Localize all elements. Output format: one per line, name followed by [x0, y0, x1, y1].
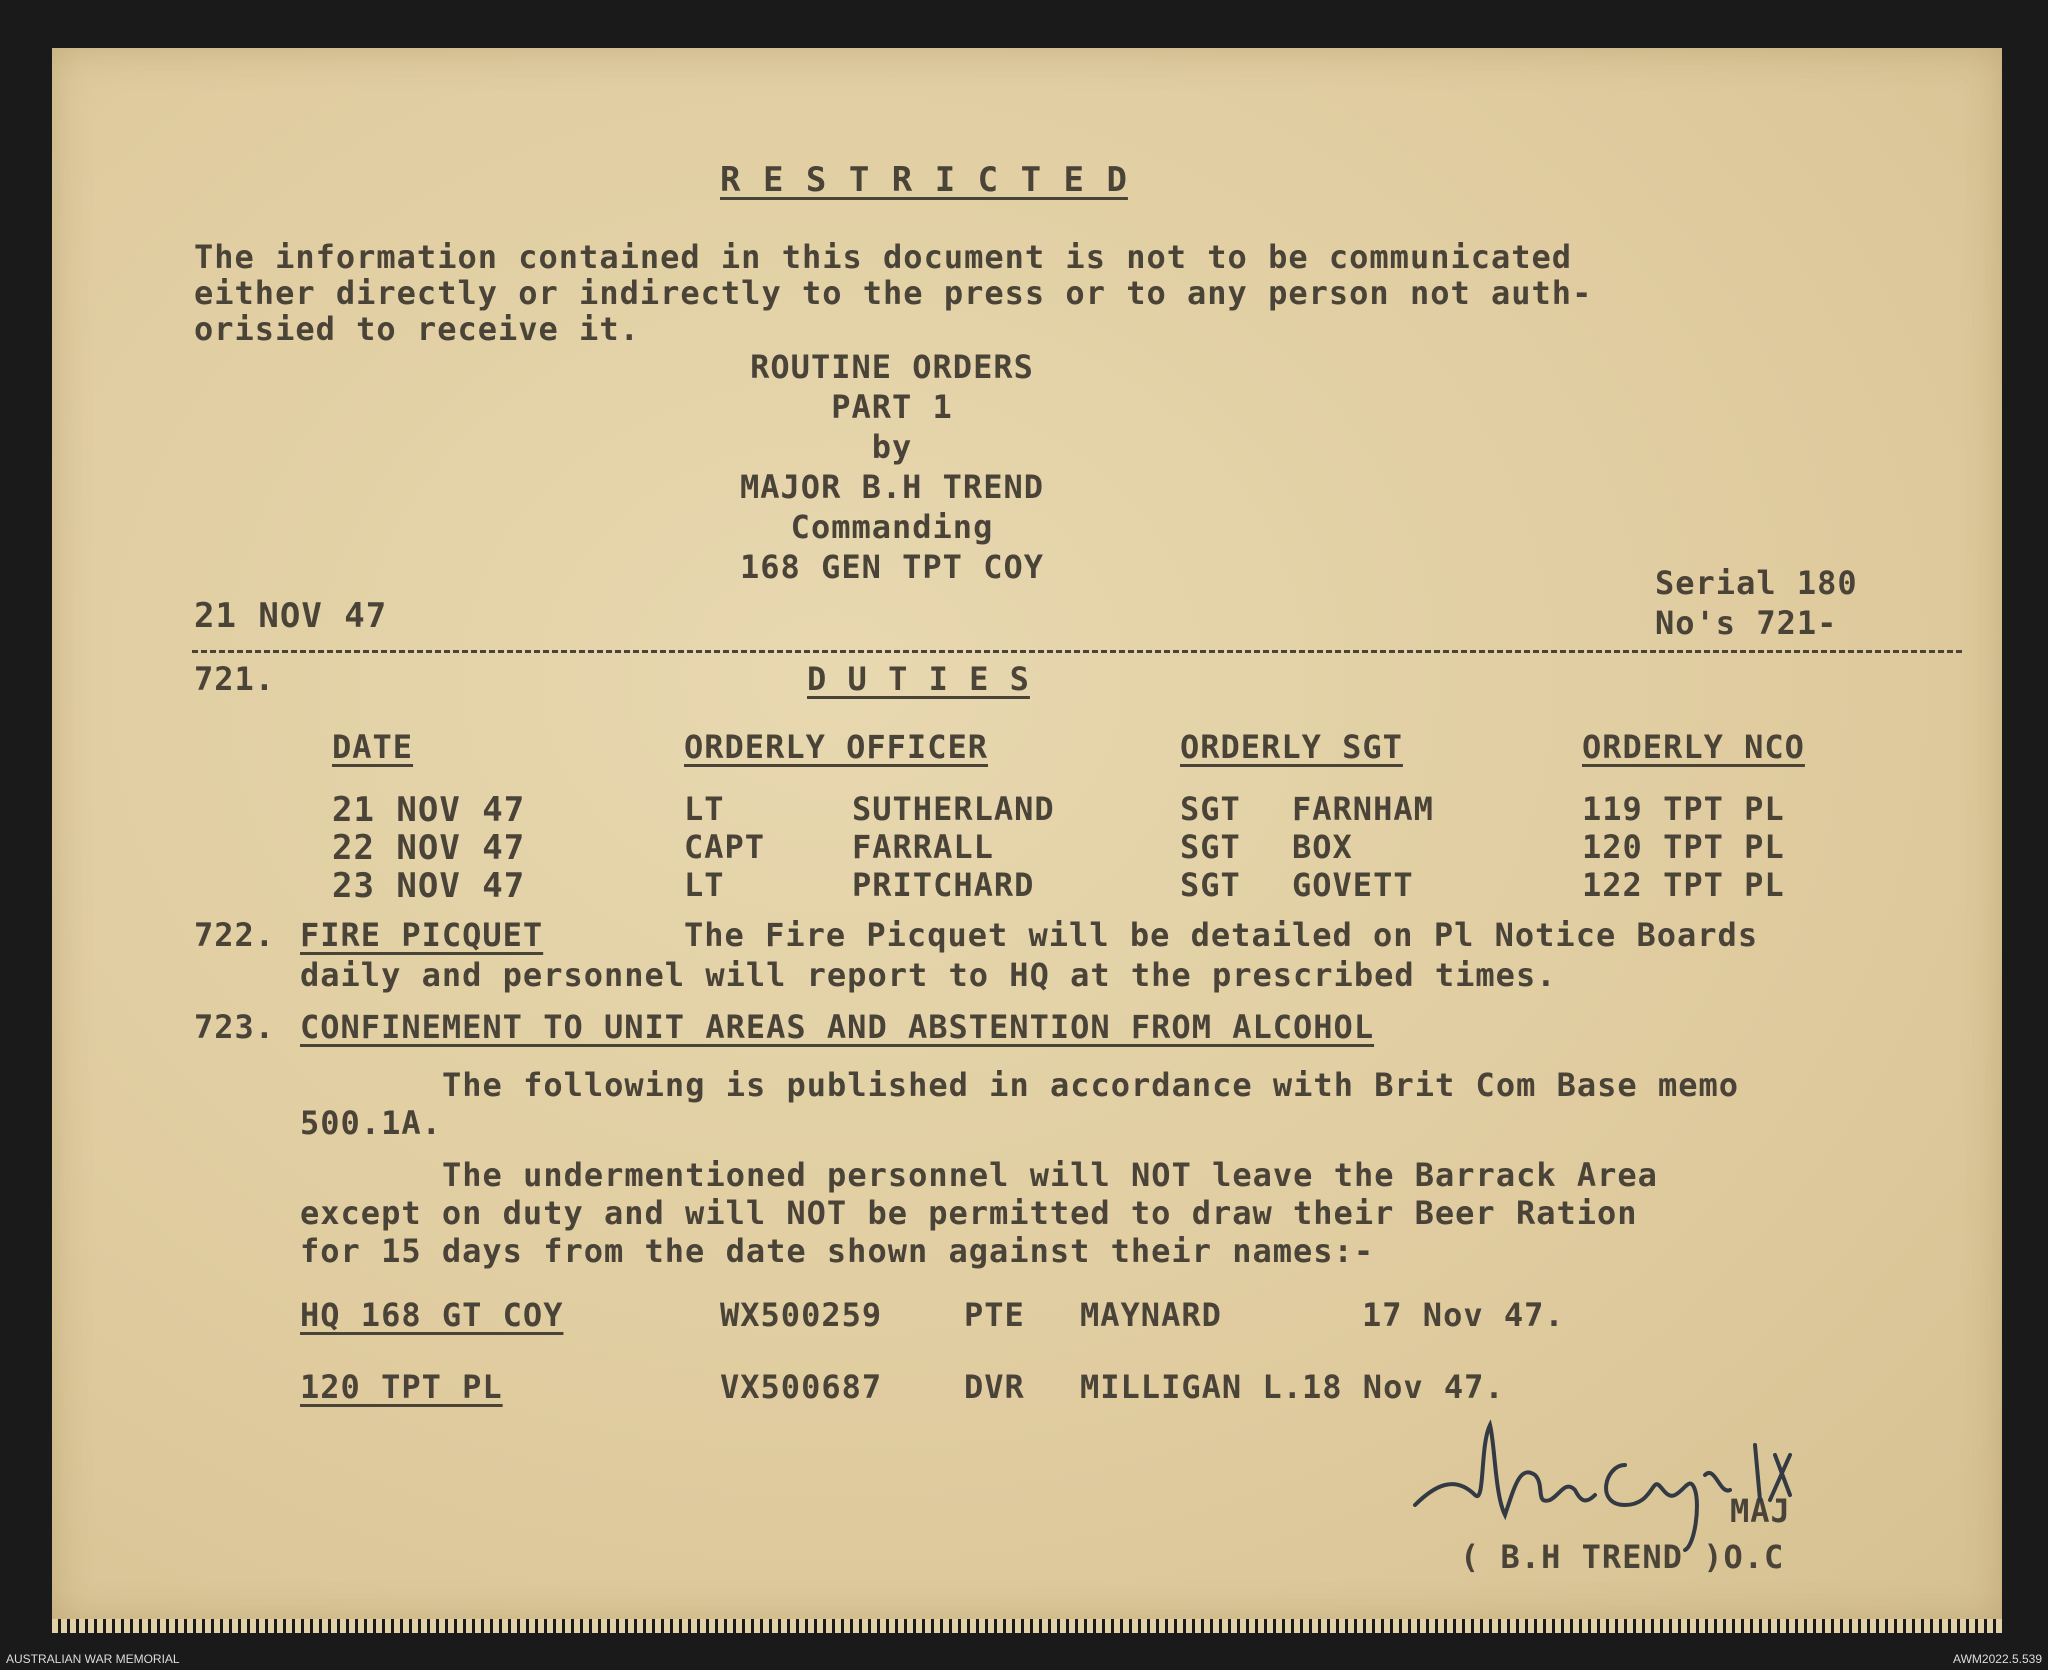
footer-reference: AWM2022.5.539	[1953, 1652, 2042, 1666]
title-line-5: Commanding	[790, 508, 994, 546]
officer-rank: CAPT	[684, 828, 766, 866]
personnel-number: WX500259	[720, 1296, 883, 1334]
title-line-1: ROUTINE ORDERS	[750, 348, 1034, 386]
title-line-2: PART 1	[831, 388, 953, 426]
nco-unit: 120 TPT PL	[1582, 828, 1785, 866]
confinement-heading: CONFINEMENT TO UNIT AREAS AND ABSTENTION FROM ALCOHOL	[300, 1008, 1375, 1046]
document-page	[52, 48, 2002, 1623]
nco-unit: 119 TPT PL	[1582, 790, 1785, 828]
handwritten-signature	[1395, 1405, 1855, 1555]
order-numbers: No's 721-	[1655, 604, 1838, 642]
confinement-para2-line-2: except on duty and will NOT be permitted to draw their Beer Ration	[300, 1194, 1638, 1232]
confinement-para1-line-2: 500.1A.	[300, 1104, 442, 1142]
confinement-para2-line-3: for 15 days from the date shown against their names:-	[300, 1232, 1375, 1270]
officer-name: FARRALL	[852, 828, 994, 866]
title-line-3: by	[871, 428, 913, 466]
fire-picquet-number: 722.	[194, 916, 276, 954]
personnel-name: MILLIGAN L.	[1080, 1368, 1303, 1406]
col-orderly-nco: ORDERLY NCO	[1582, 728, 1805, 766]
fire-picquet-line-2: daily and personnel will report to HQ at the prescribed times.	[300, 956, 1557, 994]
personnel-number: VX500687	[720, 1368, 883, 1406]
personnel-date: 18 Nov 47.	[1302, 1368, 1505, 1406]
col-orderly-officer: ORDERLY OFFICER	[684, 728, 988, 766]
personnel-rank: DVR	[964, 1368, 1025, 1406]
footer-source: AUSTRALIAN WAR MEMORIAL	[6, 1652, 180, 1666]
col-orderly-sgt: ORDERLY SGT	[1180, 728, 1403, 766]
confinement-number: 723.	[194, 1008, 276, 1046]
title-line-4: MAJOR B.H TREND	[740, 468, 1044, 506]
notice-line-2: either directly or indirectly to the press or to any person not auth-	[194, 274, 1593, 312]
sgt-name: FARNHAM	[1292, 790, 1434, 828]
officer-rank: LT	[684, 790, 725, 828]
notice-line-3: orisied to receive it.	[194, 310, 640, 348]
officer-rank: LT	[684, 866, 725, 904]
personnel-unit: HQ 168 GT COY	[300, 1296, 564, 1334]
personnel-name: MAYNARD	[1080, 1296, 1222, 1334]
signature-name-block: ( B.H TREND )O.C	[1460, 1538, 1785, 1576]
order-date: 21 NOV 47	[194, 596, 388, 636]
officer-name: PRITCHARD	[852, 866, 1035, 904]
fire-picquet-line-1: The Fire Picquet will be detailed on Pl Notice Boards	[684, 916, 1759, 954]
sgt-rank: SGT	[1180, 866, 1241, 904]
personnel-unit: 120 TPT PL	[300, 1368, 503, 1406]
serial-number: Serial 180	[1655, 564, 1858, 602]
confinement-para2-line-1: The undermentioned personnel will NOT leave the Barrack Area	[442, 1156, 1658, 1194]
personnel-rank: PTE	[964, 1296, 1025, 1334]
notice-line-1: The information contained in this document is not to be communicated	[194, 238, 1573, 276]
duty-date: 21 NOV 47	[332, 790, 526, 830]
fire-picquet-heading: FIRE PICQUET	[300, 916, 544, 954]
duties-heading: D U T I E S	[807, 660, 1030, 698]
title-line-6: 168 GEN TPT COY	[740, 548, 1044, 586]
header-divider	[192, 650, 1962, 653]
nco-unit: 122 TPT PL	[1582, 866, 1785, 904]
duty-date: 22 NOV 47	[332, 828, 526, 868]
personnel-date: 17 Nov 47.	[1362, 1296, 1565, 1334]
duties-number: 721.	[194, 660, 276, 698]
sgt-name: GOVETT	[1292, 866, 1414, 904]
restricted-heading: R E S T R I C T E D	[720, 160, 1128, 200]
col-date: DATE	[332, 728, 414, 766]
confinement-para1-line-1: The following is published in accordance with Brit Com Base memo	[442, 1066, 1739, 1104]
officer-name: SUTHERLAND	[852, 790, 1055, 828]
sgt-rank: SGT	[1180, 828, 1241, 866]
duty-date: 23 NOV 47	[332, 866, 526, 906]
signature-rank: MAJ	[1730, 1492, 1791, 1530]
sgt-name: BOX	[1292, 828, 1353, 866]
sgt-rank: SGT	[1180, 790, 1241, 828]
